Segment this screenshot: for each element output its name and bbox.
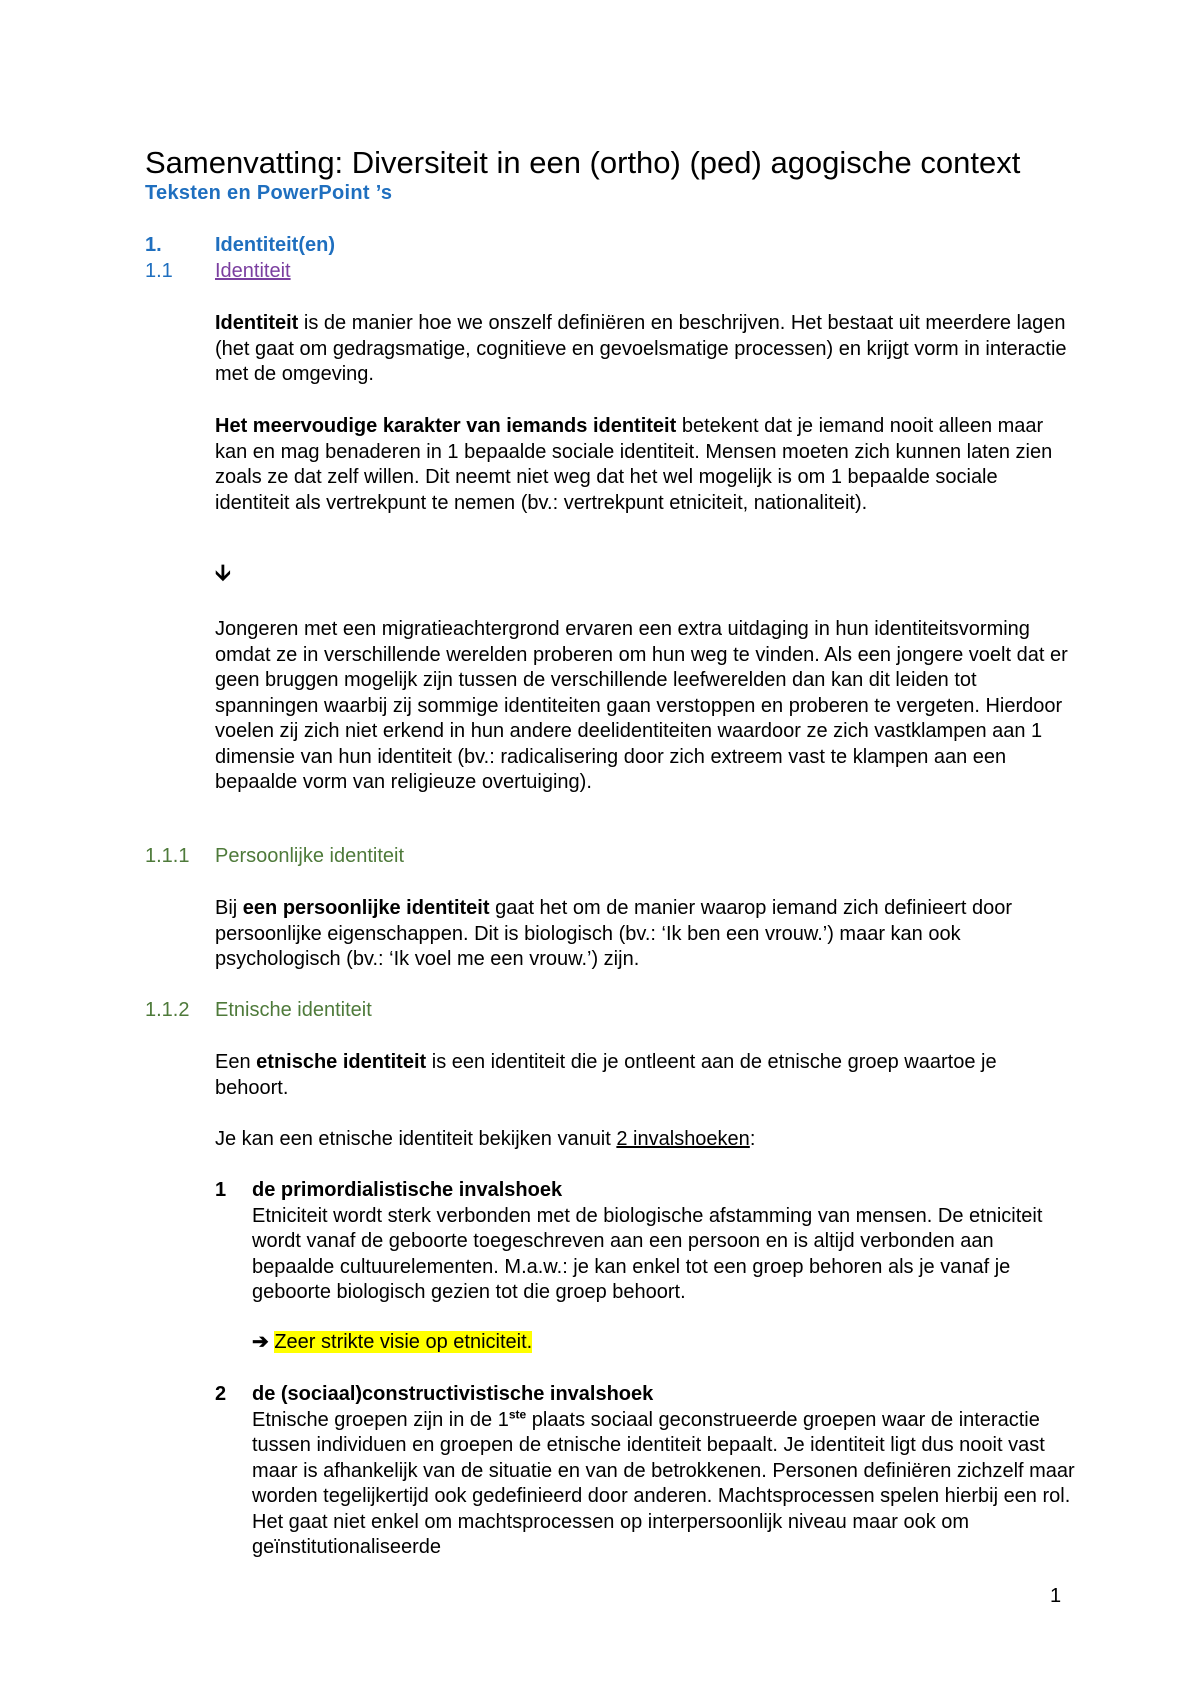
right-arrow-icon: ➔ xyxy=(252,1331,269,1353)
paragraph-jongeren: Jongeren met een migratieachtergrond ervaren een extra uitdaging in hun identiteitsvorming omdat ze in verschillende werelden proberen om hun weg te vinden. Als een jongere voelt dat er geen bruggen mogelijk zijn tussen de verschillende leefwerelden dan kan dit leiden tot spanningen waarbij zij sommige identiteiten gaan verstoppen en proberen te vergeten. Hierdoor voelen zij zich niet erkend in hun andere deelidentiteiten waardoor ze zich vastklampen aan 1 dimensie van hun identiteit (bv.: radicalisering door zich extreem vast te klampen aan een bepaalde vorm van religieuze overtuiging). xyxy=(215,618,1068,793)
term-identiteit: Identiteit xyxy=(215,312,299,334)
term-meervoudig: Het meervoudige karakter van iemands identiteit xyxy=(215,415,677,437)
paragraph-text: is de manier hoe we onszelf definiëren en beschrijven. Het bestaat uit meerdere lagen (het gaat om gedragsmatige, cognitieve en gevoelsmatige processen) en krijgt vorm in interactie met de omgeving. xyxy=(215,312,1067,385)
list-body xyxy=(252,1408,1075,1561)
page-number: 1 xyxy=(1050,1585,1062,1607)
heading-number: 1.1.1 xyxy=(145,845,190,867)
conclusion-line xyxy=(252,1330,532,1356)
paragraph-text: betekent dat je iemand nooit alleen maar kan en mag benaderen in 1 bepaalde sociale identiteit. Mensen moeten zich kunnen laten zien zoals ze dat zelf willen. Dit neemt niet weg dat het wel mogelijk is om 1 bepaalde sociale identiteit als vertrekpunt te nemen (bv.: vertrekpunt etniciteit, nationaliteit). xyxy=(215,415,1053,514)
list-number: 2 xyxy=(215,1383,227,1405)
document-title: Samenvatting: Diversiteit in een (ortho) (ped) agogische context xyxy=(145,145,1021,180)
down-arrow-icon: 🡫 xyxy=(215,560,231,585)
list-body: Etniciteit wordt sterk verbonden met de biologische afstamming van mensen. De etniciteit wordt vanaf de geboorte toegeschreven aan een persoon en is altijd verbonden aan bepaalde cultuurelementen. M.a.w.: je kan enkel tot een groep behoren als je vanaf je geboorte biologisch gezien tot die groep behoort. xyxy=(252,1204,1043,1303)
paragraph-meervoudig xyxy=(215,414,1075,516)
paragraph-text: Je kan een etnische identiteit bekijken vanuit xyxy=(215,1128,617,1150)
list-heading: de primordialistische invalshoek xyxy=(252,1179,563,1201)
highlighted-text: Zeer strikte visie op etniciteit. xyxy=(274,1331,533,1353)
term-persoonlijk: een persoonlijke identiteit xyxy=(242,897,490,919)
paragraph-persoonlijk xyxy=(215,896,1075,973)
paragraph-text: gaat het om de manier waarop iemand zich definieert door persoonlijke eigenschappen. Dit is biologisch (bv.: ‘Ik ben een vrouw.’) maar kan ook psychologisch (bv.: ‘Ik voel me een vrouw.’) zijn. xyxy=(215,897,1013,970)
heading-link-identiteit[interactable]: Identiteit xyxy=(215,260,291,282)
heading-label: Etnische identiteit xyxy=(215,999,372,1021)
paragraph-identiteit xyxy=(215,311,1075,388)
superscript: ste xyxy=(508,1406,527,1421)
underlined-text: 2 invalshoeken xyxy=(616,1128,750,1150)
heading-number: 1.1 xyxy=(145,260,173,282)
paragraph-text: Een xyxy=(215,1051,257,1073)
paragraph-text: is een identiteit die je ontleent aan de etnische groep waartoe je behoort. xyxy=(215,1051,997,1099)
list-body-text: plaats sociaal geconstrueerde groepen waar de interactie tussen individuen en groepen de etnische identiteit bepaalt. Je identiteit ligt dus nooit vast maar is afhankelijk van de situatie en van de betrokkenen. Personen definiëren zichzelf maar worden tegelijkertijd ook gedefinieerd door anderen. Machtsprocessen spelen hierbij een rol. Het gaat niet enkel om machtsprocessen op interpersoonlijk niveau maar ook om geïnstitutionaliseerde xyxy=(252,1408,1075,1558)
heading-number: 1.1.2 xyxy=(145,999,190,1021)
heading-label: Identiteit(en) xyxy=(215,234,335,256)
list-heading: de (sociaal)constructivistische invalshoek xyxy=(252,1383,654,1405)
paragraph-text: Bij xyxy=(215,897,243,919)
paragraph-invalshoeken xyxy=(215,1127,1075,1153)
paragraph-etnisch xyxy=(215,1050,1075,1101)
list-body-text: Etnische groepen zijn in de 1 xyxy=(252,1408,509,1431)
paragraph-text: : xyxy=(749,1128,756,1150)
list-number: 1 xyxy=(215,1179,227,1201)
heading-number: 1. xyxy=(145,234,162,256)
heading-label: Persoonlijke identiteit xyxy=(215,845,404,867)
term-etnisch: etnische identiteit xyxy=(256,1051,427,1073)
document-subtitle: Teksten en PowerPoint ’s xyxy=(145,182,393,204)
